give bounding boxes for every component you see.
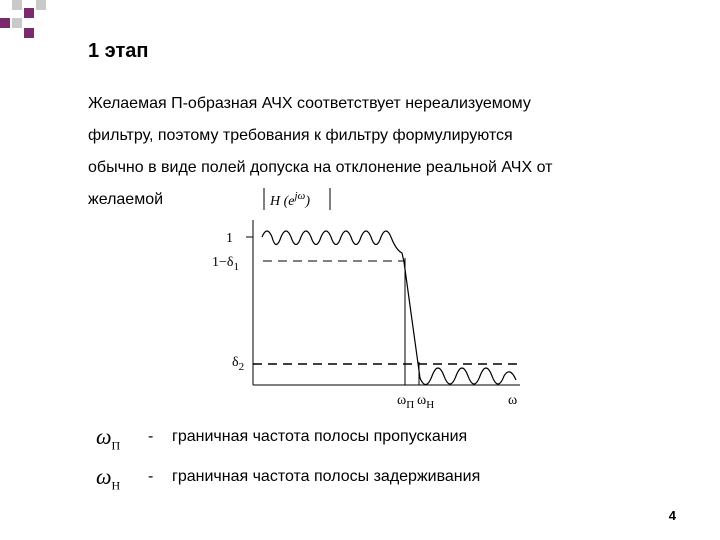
definition-stopband: граничная частота полосы задерживания (172, 468, 481, 485)
definition-dash: - (148, 468, 154, 485)
response-curve (262, 231, 516, 385)
page-number: 4 (668, 508, 676, 523)
paragraph-line: желаемой (88, 191, 164, 208)
definition-dash: - (148, 428, 154, 445)
omega-h-symbol: $\omega_Н$ (96, 464, 121, 493)
slide-title: 1 этап (88, 40, 149, 62)
paragraph-line: обычно в виде полей допуска на отклонение реальной АЧХ от (88, 159, 553, 176)
tick-delta2: $\delta_2$ (232, 355, 245, 373)
definition-passband: граничная частота полосы пропускания (172, 428, 468, 445)
omega-label: ω (508, 393, 518, 408)
y-axis-label: H $(e^{j\omega})$ (270, 190, 310, 209)
paragraph-line: Желаемая П-образная АЧХ соответствует нереализуемому (88, 95, 531, 112)
paragraph-line: фильтру, поэтому требования к фильтру формулируются (88, 127, 513, 144)
tick-one: 1 (226, 231, 233, 246)
omega-p-label: $\omega_П$ (397, 393, 415, 411)
tick-one-minus-delta: $1-\delta_1$ (212, 255, 239, 273)
omega-p-symbol: $\omega_П$ (96, 424, 121, 453)
omega-h-label: $\omega_Н$ (417, 393, 435, 411)
